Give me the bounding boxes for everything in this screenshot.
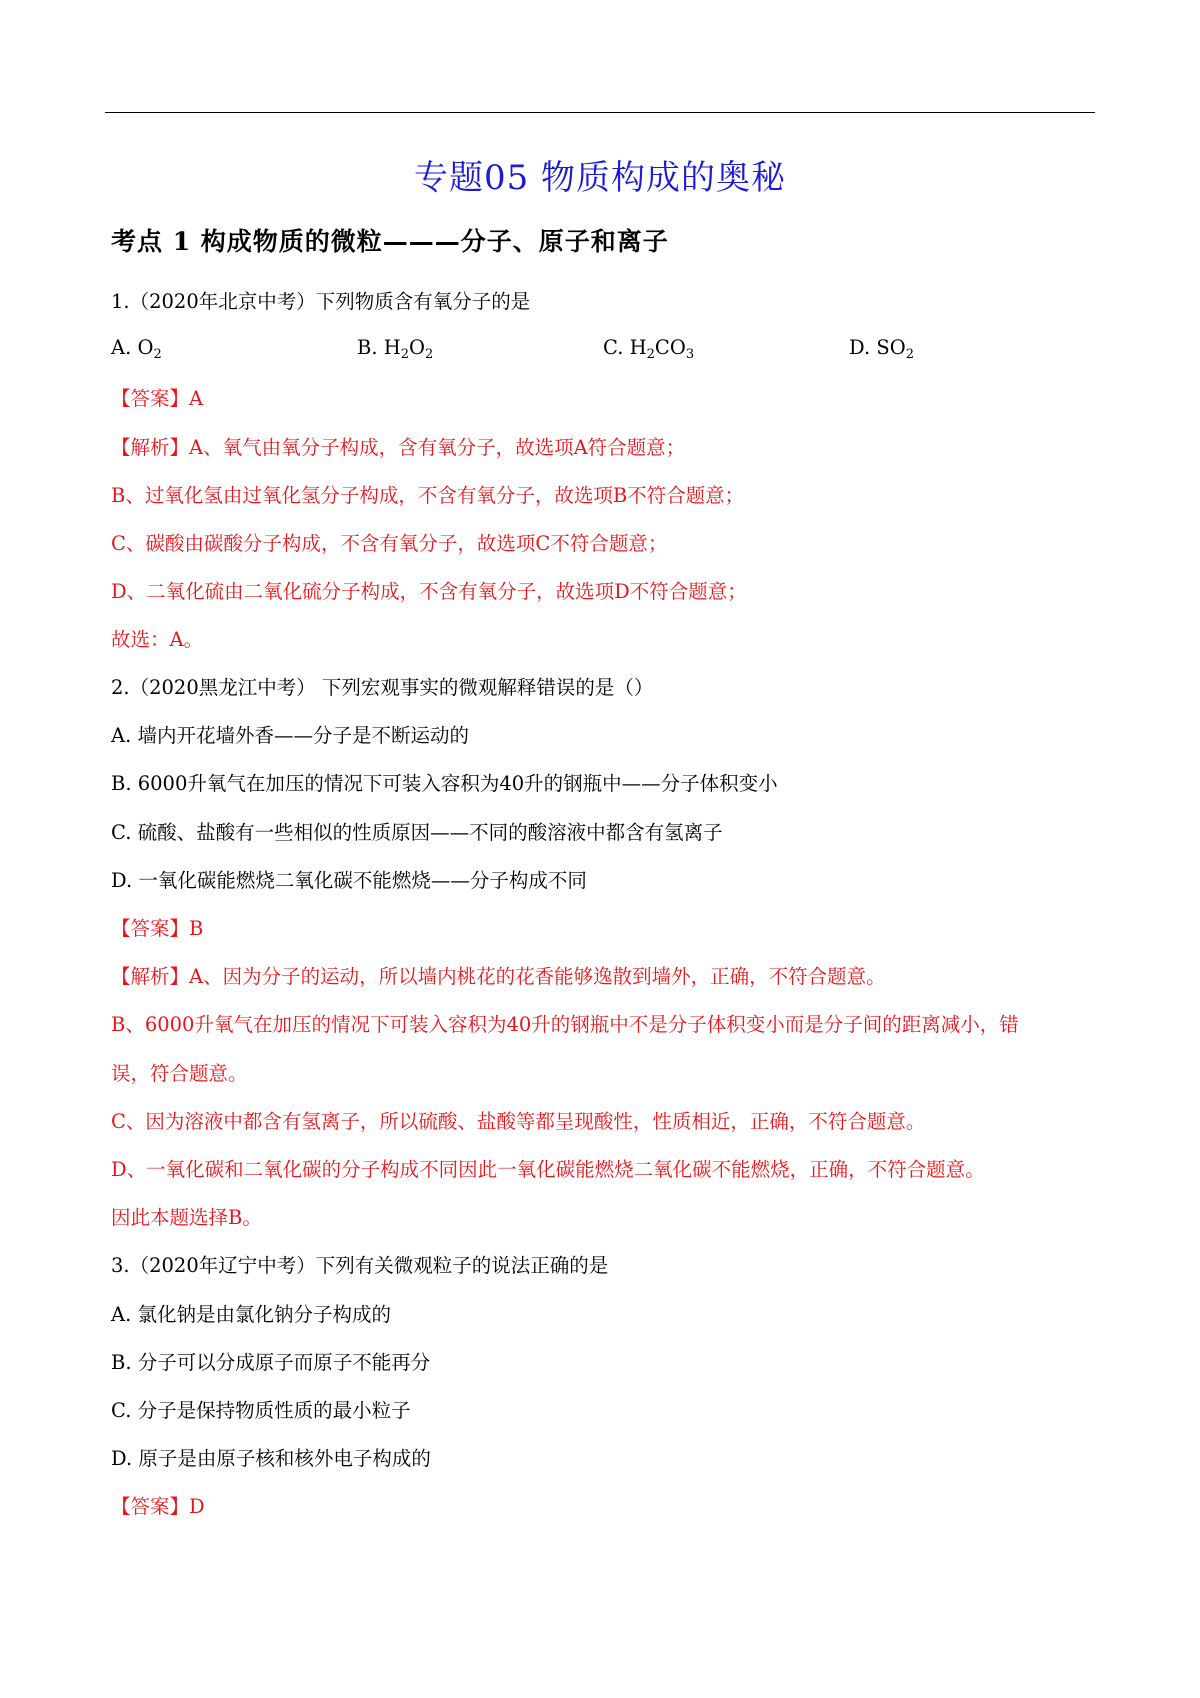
q1-option-b: B. $H_2O_2$ xyxy=(357,336,434,362)
q1-analysis-line: B、过氧化氢由过氧化氢分子构成，不含有氧分子，故选项B不符合题意； xyxy=(111,484,745,507)
header-rule xyxy=(105,112,1095,113)
q3-option-b: B. 分子可以分成原子而原子不能再分 xyxy=(111,1351,431,1374)
section-heading: 考点 1 构成物质的微粒———分子、原子和离子 xyxy=(111,227,669,256)
q2-analysis-line: C、因为溶液中都含有氢离子，所以硫酸、盐酸等都呈现酸性，性质相近，正确，不符合题意。 xyxy=(111,1110,926,1133)
q1-option-c: C. $H_2CO_3$ xyxy=(603,336,695,362)
q3-option-a: A. 氯化钠是由氯化钠分子构成的 xyxy=(111,1303,391,1326)
q2-option-d: D. 一氧化碳能燃烧二氧化碳不能燃烧——分子构成不同 xyxy=(111,869,587,892)
q2-analysis-line: B、6000升氧气在加压的情况下可装入容积为40升的钢瓶中不是分子体积变小而是分子间的距离减小，错 xyxy=(111,1013,1019,1036)
q2-analysis-line: 误，符合题意。 xyxy=(111,1062,248,1085)
q1-answer: 【答案】A xyxy=(111,387,204,410)
q2-analysis-line: 因此本题选择B。 xyxy=(111,1206,262,1229)
q2-answer: 【答案】B xyxy=(111,917,204,940)
q2-analysis-line: 【解析】A、因为分子的运动，所以墙内桃花的花香能够逸散到墙外，正确，不符合题意。 xyxy=(111,965,886,988)
q1-analysis-line: 【解析】A、氧气由氧分子构成，含有氧分子，故选项A符合题意； xyxy=(111,436,686,459)
q2-option-a: A. 墙内开花墙外香——分子是不断运动的 xyxy=(111,724,469,747)
q1-option-d: D. $SO_2$ xyxy=(849,336,914,362)
q2-stem: 2.（2020黑龙江中考） 下列宏观事实的微观解释错误的是（） xyxy=(111,676,654,699)
q3-stem: 3.（2020年辽宁中考）下列有关微观粒子的说法正确的是 xyxy=(111,1254,609,1277)
q2-option-c: C. 硫酸、盐酸有一些相似的性质原因——不同的酸溶液中都含有氢离子 xyxy=(111,821,723,844)
q2-option-b: B. 6000升氧气在加压的情况下可装入容积为40升的钢瓶中——分子体积变小 xyxy=(111,772,778,795)
page-title: 专题05 物质构成的奥秘 xyxy=(413,158,787,198)
q3-option-d: D. 原子是由原子核和核外电子构成的 xyxy=(111,1447,431,1470)
q1-analysis-line: D、二氧化硫由二氧化硫分子构成，不含有氧分子，故选项D不符合题意； xyxy=(111,580,747,603)
q1-stem: 1.（2020年北京中考）下列物质含有氧分子的是 xyxy=(111,290,531,313)
q1-analysis-line: 故选：A。 xyxy=(111,628,204,651)
q2-analysis-line: D、一氧化碳和二氧化碳的分子构成不同因此一氧化碳能燃烧二氧化碳不能燃烧，正确，不符合题意。 xyxy=(111,1158,985,1181)
q1-analysis-line: C、碳酸由碳酸分子构成，不含有氧分子，故选项C不符合题意； xyxy=(111,532,668,555)
q3-option-c: C. 分子是保持物质性质的最小粒子 xyxy=(111,1399,411,1422)
q1-option-a: A. $O_2$ xyxy=(111,336,162,362)
q3-answer: 【答案】D xyxy=(111,1495,205,1518)
